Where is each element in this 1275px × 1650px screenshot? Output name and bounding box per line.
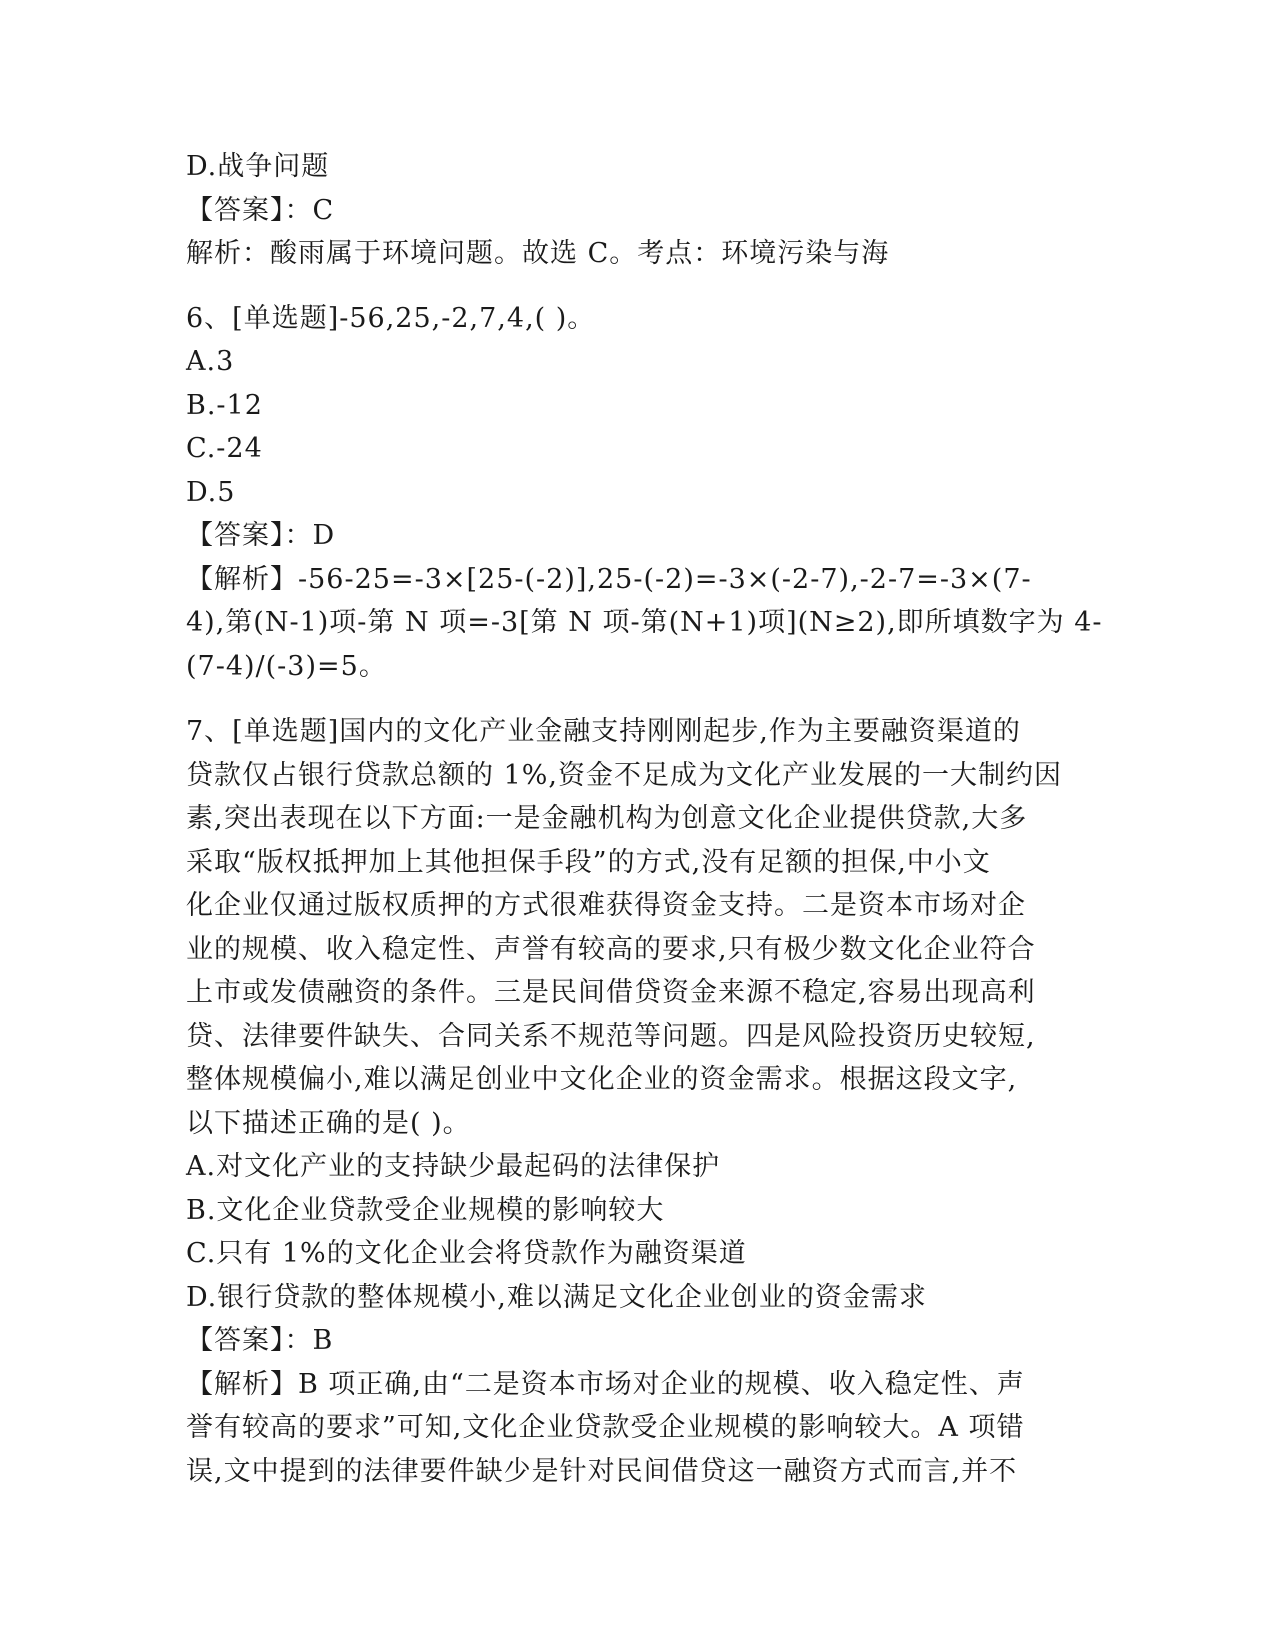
q7-stem-line: 贷款仅占银行贷款总额的 1%,资金不足成为文化产业发展的一大制约因 [186,759,1062,791]
q7-stem-line: 素,突出表现在以下方面:一是金融机构为创意文化企业提供贷款,大多 [186,803,1028,834]
q5-analysis: 解析：酸雨属于环境问题。故选 C。考点：环境污染与海 [186,238,890,269]
q7-stem-line: 贷、法律要件缺失、合同关系不规范等问题。四是风险投资历史较短, [186,1020,1036,1052]
q6-analysis-line: 【解析】-56-25=-3×[25-(-2)],25-(-2)=-3×(-2-7),-2-7=-3×(7- [186,563,1032,595]
q6-analysis-line: (7-4)/(-3)=5。 [186,650,387,682]
q7-stem-line: 业的规模、收入稳定性、声誉有较高的要求,只有极少数文化企业符合 [186,933,1036,965]
q7-option-d: D.银行贷款的整体规模小,难以满足文化企业创业的资金需求 [186,1281,927,1313]
q7-analysis-line: 【解析】B 项正确,由“二是资本市场对企业的规模、收入稳定性、声 [186,1368,1025,1400]
q6-option-d: D.5 [186,476,236,508]
q5-option-d: D.战争问题 [186,151,330,182]
q6-answer: 【答案】：D [186,520,336,551]
q7-option-a: A.对文化产业的支持缺少最起码的法律保护 [186,1151,721,1182]
q6-option-b: B.-12 [186,389,263,421]
q6-option-a: A.3 [186,346,235,377]
q7-stem-line: 整体规模偏小,难以满足创业中文化企业的资金需求。根据这段文字, [186,1064,1018,1095]
q5-answer: 【答案】：C [186,194,335,226]
q7-option-c: C.只有 1%的文化企业会将贷款作为融资渠道 [186,1238,747,1269]
q7-stem-line: 以下描述正确的是( )。 [186,1107,471,1139]
q7-analysis-line: 誉有较高的要求”可知,文化企业贷款受企业规模的影响较大。A 项错 [186,1412,1025,1443]
q7-stem-line: 化企业仅通过版权质押的方式很难获得资金支持。二是资本市场对企 [186,890,1026,921]
q6-stem: 6、[单选题]-56,25,-2,7,4,( )。 [186,302,596,334]
q7-option-b: B.文化企业贷款受企业规模的影响较大 [186,1194,665,1226]
q7-stem-line: 上市或发债融资的条件。三是民间借贷资金来源不稳定,容易出现高利 [186,977,1036,1008]
q6-option-c: C.-24 [186,433,263,464]
q7-stem-line: 采取“版权抵押加上其他担保手段”的方式,没有足额的担保,中小文 [186,846,991,878]
q6-analysis-line: 4),第(N-1)项-第 N 项=-3[第 N 项-第(N+1)项](N≥2),即所填数字为 4- [186,607,1103,638]
document-page [186,145,1103,1493]
q7-answer: 【答案】：B [186,1325,334,1356]
q7-analysis-line: 误,文中提到的法律要件缺少是针对民间借贷这一融资方式而言,并不 [186,1455,1018,1487]
q7-stem-line: 7、[单选题]国内的文化产业金融支持刚刚起步,作为主要融资渠道的 [186,716,1021,747]
